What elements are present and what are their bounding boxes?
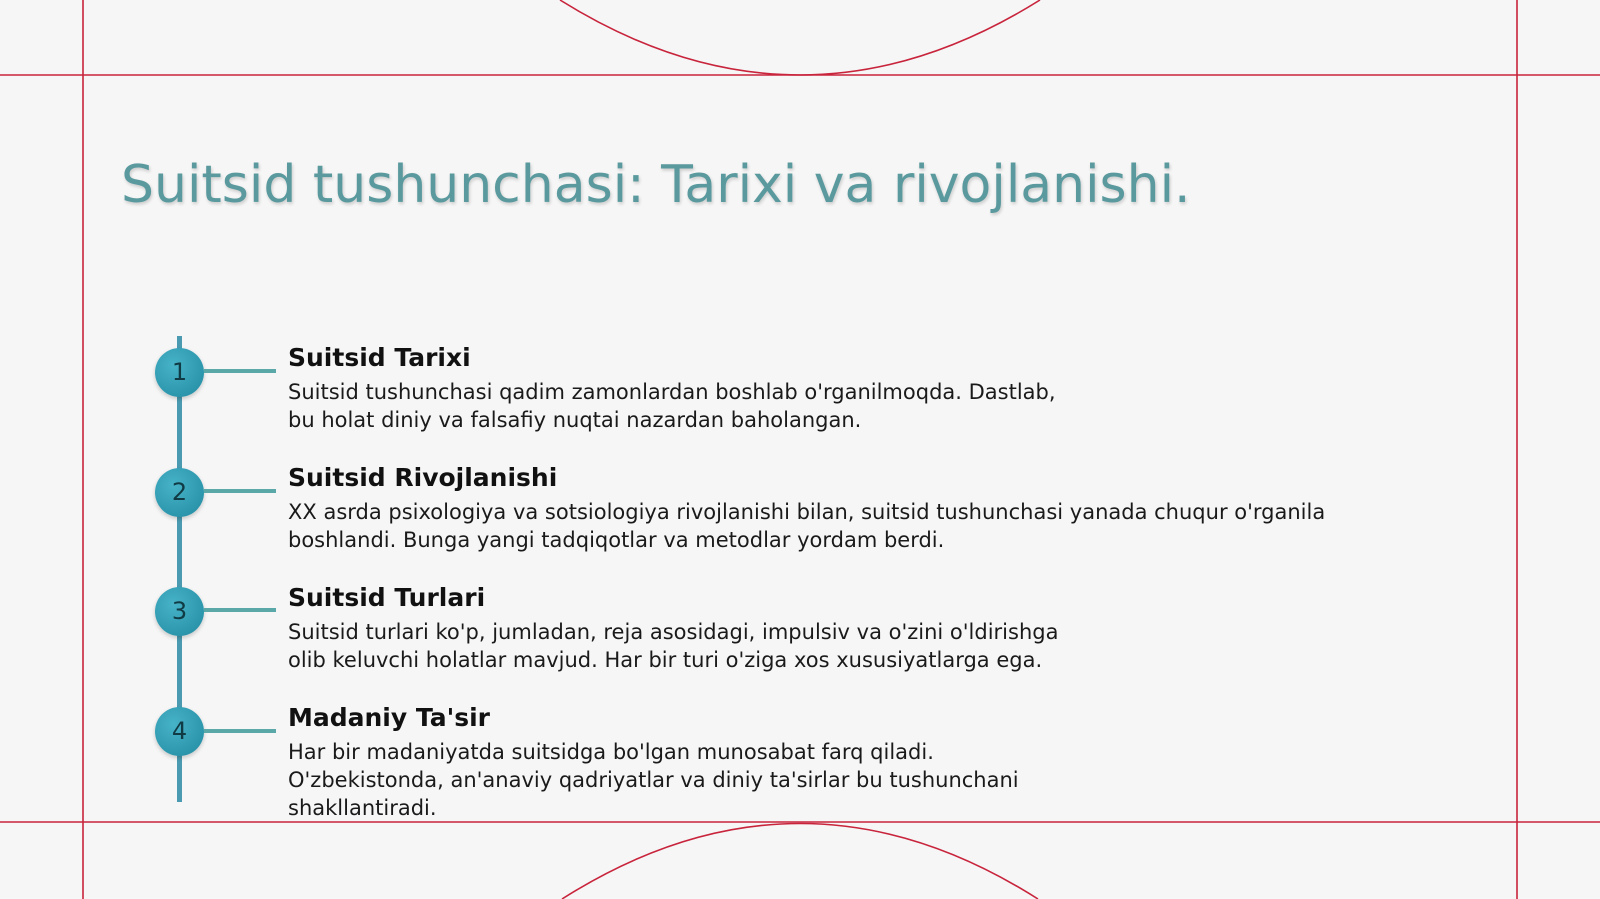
step-number-badge: 2 bbox=[155, 468, 204, 517]
step-title: Madaniy Ta'sir bbox=[288, 703, 491, 732]
step-description: XX asrda psixologiya va sotsiologiya rivojlanishi bilan, suitsid tushunchasi yanada chuqur o'rganila boshlandi. Bunga yangi tadqiqotlar va metodlar yordam berdi. bbox=[288, 500, 1326, 552]
page-title: Suitsid tushunchasi: Tarixi va rivojlanishi. bbox=[121, 155, 1191, 215]
step-connector bbox=[204, 729, 276, 733]
step-description: Har bir madaniyatda suitsidga bo'lgan munosabat farq qiladi. O'zbekistonda, an'anaviy qadriyatlar va diniy ta'sirlar bu tushunchani shakllantiradi. bbox=[288, 740, 1019, 820]
step-connector bbox=[204, 369, 276, 373]
step-title: Suitsid Rivojlanishi bbox=[288, 463, 558, 492]
step-connector bbox=[204, 489, 276, 493]
step-description: Suitsid tushunchasi qadim zamonlardan boshlab o'rganilmoqda. Dastlab, bu holat diniy va falsafiy nuqtai nazardan baholangan. bbox=[288, 380, 1056, 432]
step-number-badge: 3 bbox=[155, 587, 204, 636]
frame-arc-bottom bbox=[562, 824, 1038, 899]
step-title: Suitsid Tarixi bbox=[288, 343, 471, 372]
frame-arc-top bbox=[560, 0, 1040, 75]
step-number-badge: 1 bbox=[155, 348, 204, 397]
step-title: Suitsid Turlari bbox=[288, 583, 486, 612]
step-description: Suitsid turlari ko'p, jumladan, reja asosidagi, impulsiv va o'zini o'ldirishga olib keluvchi holatlar mavjud. Har bir turi o'ziga xos xususiyatlarga ega. bbox=[288, 620, 1059, 672]
step-connector bbox=[204, 608, 276, 612]
step-number-badge: 4 bbox=[155, 707, 204, 756]
